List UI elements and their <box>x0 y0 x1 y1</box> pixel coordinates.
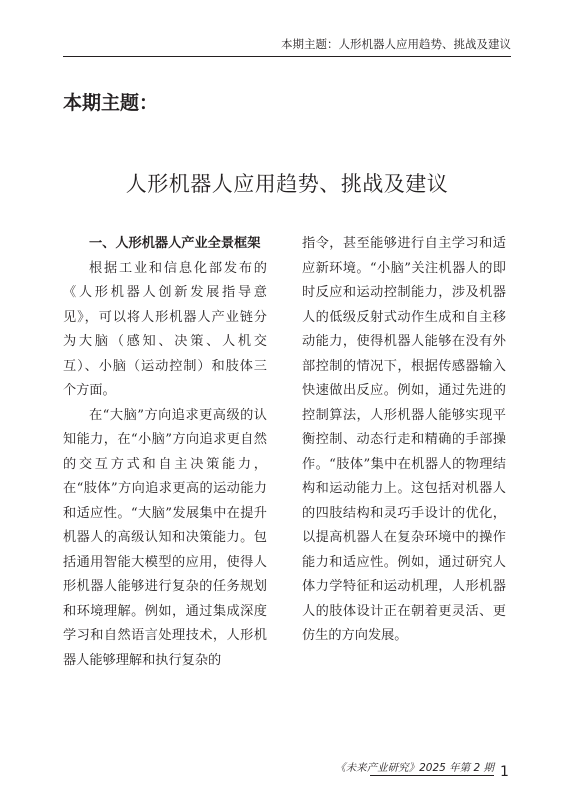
page-number: 1 <box>500 764 509 780</box>
paragraph-1: 根据工业和信息化部发布的《人形机器人创新发展指导意见》，可以将人形机器人产业链分为大脑（感知、决策、人机交互）、小脑（运动控制）和肢体三个方面。 <box>63 260 267 398</box>
article-title: 人形机器人应用趋势、挑战及建议 <box>125 172 449 196</box>
paragraph-2: 在“大脑”方向追求更高级的认知能力，在“小脑”方向追求更自然的交互方式和自主决策能力，在“肢体”方向追求更高的运动能力和适应性。“大脑”发展集中在提升机器人的高级认知和决策能力。包括通用智能大模型的应用，使得人形机器人能够进行复杂的任务规划和环境理解。例如，通过集成深度学习和自然语言处理技术，人形机器人能够理解和执行复杂的 <box>63 407 267 668</box>
right-column <box>302 232 506 649</box>
section-heading: 一、人形机器人产业全景框架 <box>89 236 261 251</box>
paragraph-3: 指令，甚至能够进行自主学习和适应新环境。“小脑”关注机器人的即时反应和运动控制能力，涉及机器人的低级反射式动作生成和自主移动能力，使得机器人能够在没有外部控制的情况下，根据传感器输入快速做出反应。例如，通过先进的控制算法，人形机器人能够实现平衡控制、动态行走和精确的手部操作。“肢体”集中在机器人的物理结构和运动能力上。这包括对机器人的四肢结构和灵巧手设计的优化，以提高机器人在复杂环境中的操作能力和适应性。例如，通过研究人体力学特征和运动机理，人形机器人的肢体设计正在朝着更灵活、更仿生的方向发展。 <box>302 236 506 643</box>
section-label: 本期主题： <box>63 92 159 114</box>
header-rule <box>63 56 511 57</box>
running-header: 本期主题：人形机器人应用趋势、挑战及建议 <box>281 37 511 51</box>
footer-journal: 《未来产业研究》2025 年第 2 期 <box>335 762 494 774</box>
footer-rule <box>370 775 494 776</box>
left-column <box>63 232 267 673</box>
